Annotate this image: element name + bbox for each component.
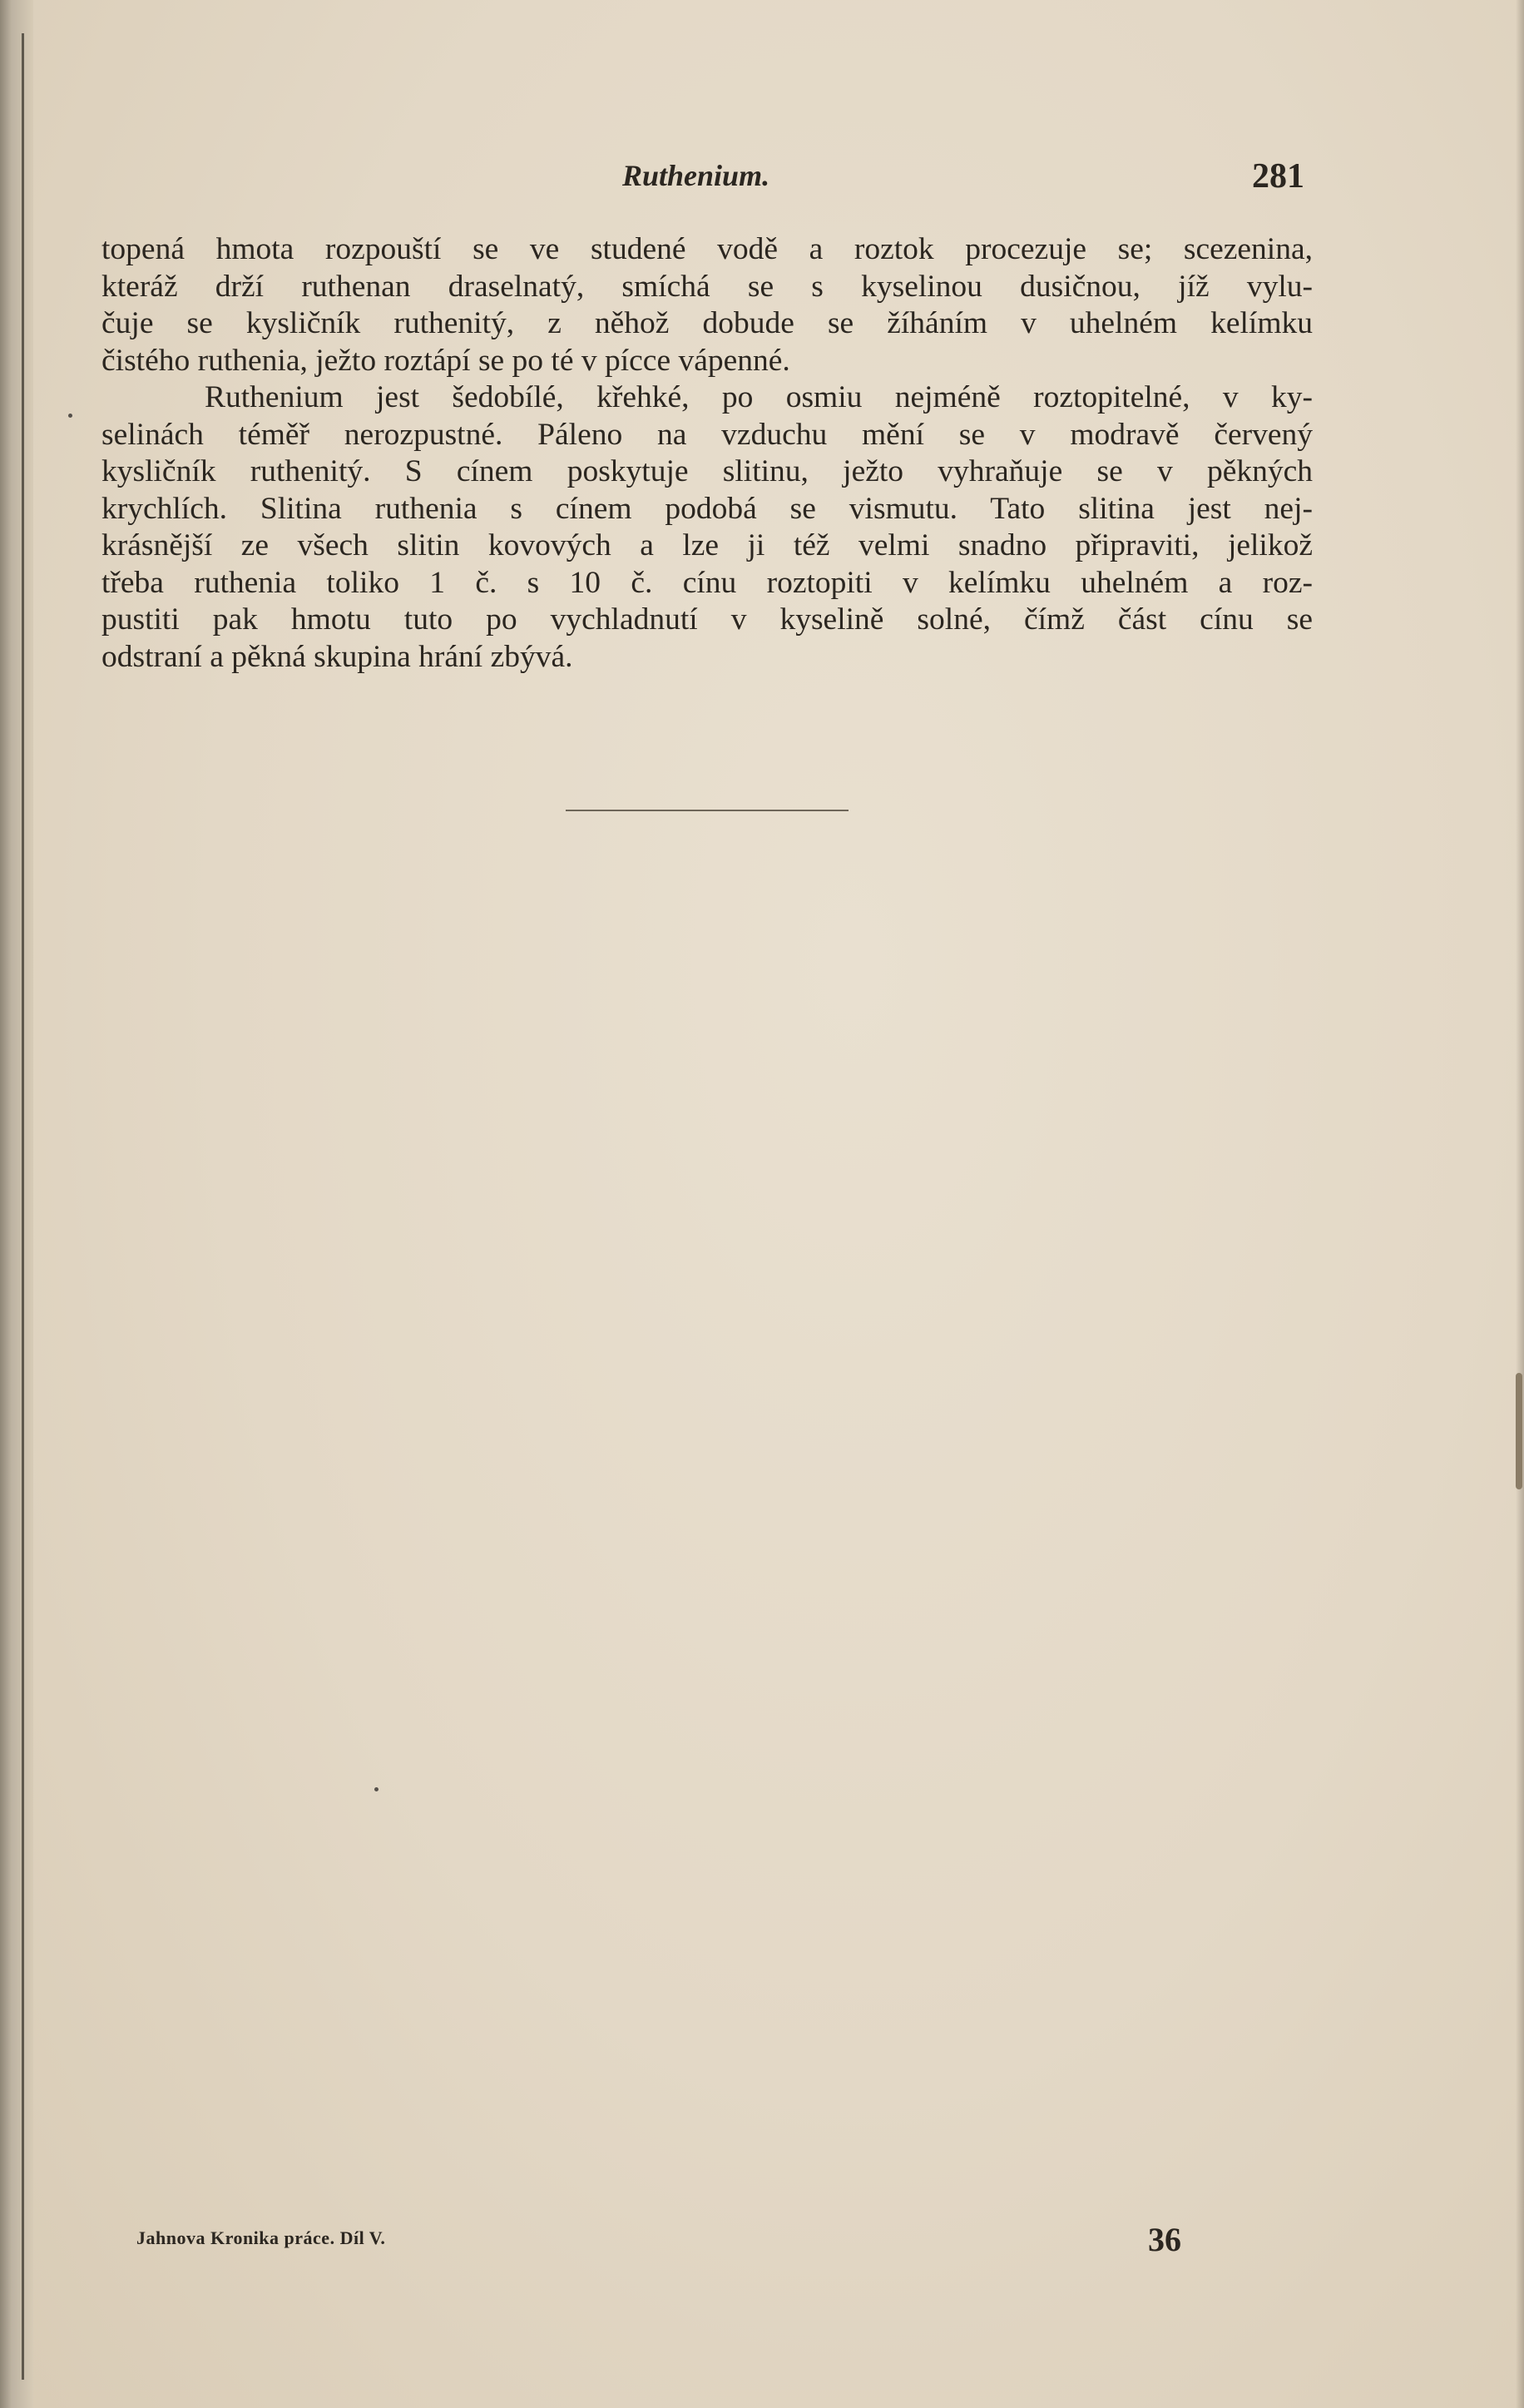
ink-speck xyxy=(68,414,72,418)
ink-speck xyxy=(374,1787,379,1791)
text-line: třeba ruthenia toliko 1 č. s 10 č. cínu roztopiti v kelímku uhelném a roz- xyxy=(101,565,1313,600)
text-line: čuje se kysličník ruthenitý, z něhož dobude se žíháním v uhelném kelímku xyxy=(101,306,1313,340)
page-number: 281 xyxy=(1252,157,1304,196)
running-title: Ruthenium. xyxy=(622,159,770,192)
binding-edge-line xyxy=(22,33,24,2380)
text-line: selinách téměř nerozpustné. Páleno na vzduchu mění se v modravě červený xyxy=(101,417,1313,452)
text-line: pustiti pak hmotu tuto po vychladnutí v kyselině solné, čímž část cínu se xyxy=(101,602,1313,637)
signature-mark: 36 xyxy=(1148,2221,1181,2258)
paragraph-2 xyxy=(101,379,1313,676)
text-line: odstraní a pěkná skupina hrání zbývá. xyxy=(101,639,573,674)
text-line: Ruthenium jest šedobílé, křehké, po osmiu nejméně roztopitelné, v ky- xyxy=(205,380,1313,414)
section-end-rule xyxy=(566,810,849,811)
paragraph-1 xyxy=(101,231,1313,379)
text-line: krásnější ze všech slitin kovových a lze ji též velmi snadno připraviti, jelikož xyxy=(101,528,1313,562)
body-text xyxy=(101,231,1313,676)
text-line: topená hmota rozpouští se ve studené vodě a roztok procezuje se; scezenina, xyxy=(101,232,1313,266)
page-edge-stain xyxy=(1516,1373,1522,1489)
publication-footer: Jahnova Kronika práce. Díl V. xyxy=(136,2227,386,2248)
text-line: čistého ruthenia, ježto roztápí se po té v pícce vápenné. xyxy=(101,343,790,378)
book-binding xyxy=(0,0,33,2408)
page-edge-shadow xyxy=(1516,0,1524,2408)
text-line: kteráž drží ruthenan draselnatý, smíchá se s kyselinou dusičnou, jíž vylu- xyxy=(101,269,1313,304)
text-line: krychlích. Slitina ruthenia s cínem podobá se vismutu. Tato slitina jest nej- xyxy=(101,491,1313,526)
text-line: kysličník ruthenitý. S cínem poskytuje slitinu, ježto vyhraňuje se v pěkných xyxy=(101,454,1313,488)
